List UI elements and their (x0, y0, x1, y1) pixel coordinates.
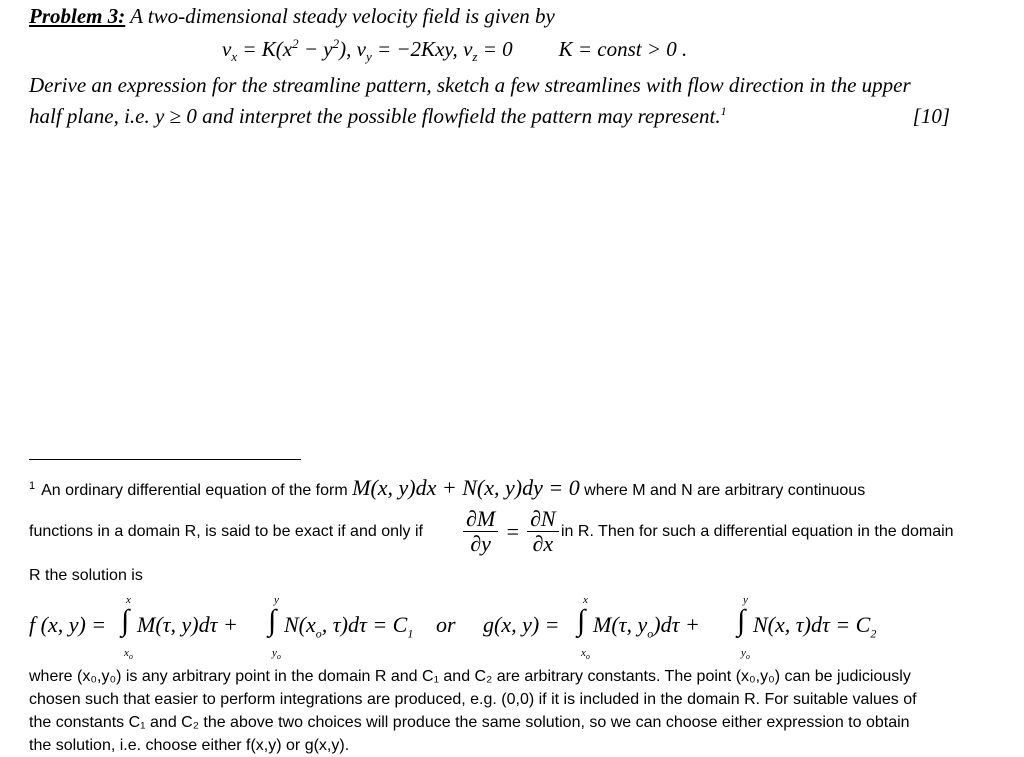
footnote-line-7: the solution, i.e. choose either f(x,y) or g(x,y). (29, 737, 350, 754)
n-sub: o (315, 626, 322, 641)
fraction-numerator: ∂M (463, 507, 498, 532)
integral-upper-limit: y (743, 594, 748, 606)
square-exponent: 2 (332, 36, 340, 51)
problem-text-line-2-content: half plane, i.e. y ≥ 0 and interpret the possible flowfield the pattern may represent. (29, 104, 721, 128)
square-exponent: 2 (292, 36, 299, 51)
footnote-line-2-pre: functions in a domain R, is said to be exact if and only if (29, 523, 423, 540)
problem-heading (29, 4, 555, 29)
limit-var: x (124, 647, 129, 659)
footnote-reference: 1 (720, 104, 727, 118)
fraction-denominator: ∂y (470, 531, 491, 556)
vz-rhs: = 0 (477, 37, 513, 61)
vx-rhs-2: − y (298, 37, 333, 61)
footnote-line-3: R the solution is (29, 567, 143, 584)
integral-upper-limit: y (274, 594, 279, 606)
integral-upper-limit: x (126, 594, 131, 606)
limit-sub: o (276, 652, 281, 662)
velocity-field-equation (222, 36, 687, 65)
n-part: N(x (284, 612, 316, 637)
footnote-separator (29, 459, 301, 460)
integral-sign: ∫ (268, 604, 277, 637)
footnote-line-1 (29, 475, 865, 501)
m-integrand: M(τ, y)dτ + (137, 612, 238, 637)
vy-symbol: v (356, 37, 366, 61)
vy-rhs: = −2Kxy, (371, 37, 464, 61)
integral-upper-limit: x (583, 594, 588, 606)
n-part-2: , τ)dτ = C (321, 612, 408, 637)
footnote-line-5: chosen such that easier to perform integrations are produced, e.g. (0,0) if it is included in the domain R. For suitable values of (29, 691, 917, 708)
problem-text-line-1: Derive an expression for the streamline pattern, sketch a few streamlines with flow direction in the upper (29, 73, 911, 97)
fraction-numerator: ∂N (527, 507, 559, 532)
solution-formula (29, 594, 989, 660)
footnote-line-1-pre: An ordinary differential equation of the form (41, 482, 353, 499)
integral-lower-limit (124, 647, 133, 661)
marks-label: [10] (912, 104, 950, 128)
problem-label: Problem 3: (29, 4, 126, 28)
problem-text-line-2 (29, 104, 727, 129)
m2-part: M(τ, y (593, 612, 648, 637)
n2-part: N(x, τ)dτ = C (753, 612, 871, 637)
limit-var: y (272, 647, 277, 659)
ode-expression: M(x, y)dx + N(x, y)dy = 0 (352, 475, 580, 500)
integral-lower-limit (741, 647, 750, 661)
limit-sub: o (585, 652, 590, 662)
vx-subscript: x (231, 49, 238, 65)
footnote-explanation (29, 665, 917, 757)
fraction-denominator: ∂x (532, 531, 554, 556)
integral-sign: ∫ (737, 604, 746, 637)
vx-symbol: v (222, 37, 232, 61)
vy-subscript: y (365, 49, 372, 65)
k-constant: K = const > 0 . (558, 37, 688, 61)
f-lhs: f (x, y) = (29, 612, 107, 637)
footnote-line-2-post: in R. Then for such a differential equation in the domain (561, 523, 954, 540)
or-word: or (436, 612, 456, 637)
limit-sub: o (745, 652, 750, 662)
footnote-line-1-post: where M and N are arbitrary continuous (579, 482, 866, 499)
problem-intro: A two-dimensional steady velocity field is given by (125, 4, 555, 28)
limit-var: x (581, 647, 586, 659)
limit-sub: o (128, 652, 133, 662)
integral-sign: ∫ (121, 604, 130, 637)
vx-rhs: = K(x (237, 37, 293, 61)
vx-rhs-3: ), (339, 37, 357, 61)
m2-integrand (593, 612, 700, 641)
m2-part-2: )dτ + (653, 612, 700, 637)
footnote-line-4: where (x₀,y₀) is any arbitrary point in the domain R and C₁ and C₂ are arbitrary constants. The point (x₀,y₀) can be judiciously (29, 668, 911, 685)
m2-sub: o (647, 626, 654, 641)
c1-sub: 1 (407, 626, 414, 641)
footnote-line-6: the constants C₁ and C₂ the above two choices will produce the same solution, so we can choose either expression to obtain (29, 714, 910, 731)
exactness-condition (460, 507, 562, 556)
vz-subscript: z (472, 49, 478, 65)
integral-lower-limit (272, 647, 281, 661)
limit-var: y (741, 647, 746, 659)
vz-symbol: v (463, 37, 473, 61)
fraction-dm-dy (463, 507, 498, 556)
integral-sign: ∫ (577, 604, 586, 637)
n-integrand (284, 612, 413, 641)
footnote-mark: 1 (29, 479, 36, 492)
c2-sub: 2 (870, 626, 877, 641)
g-lhs: g(x, y) = (483, 612, 560, 637)
n2-integrand (753, 612, 876, 641)
equals-sign: = (505, 518, 521, 544)
fraction-dn-dx (527, 507, 559, 556)
integral-lower-limit (581, 647, 590, 661)
